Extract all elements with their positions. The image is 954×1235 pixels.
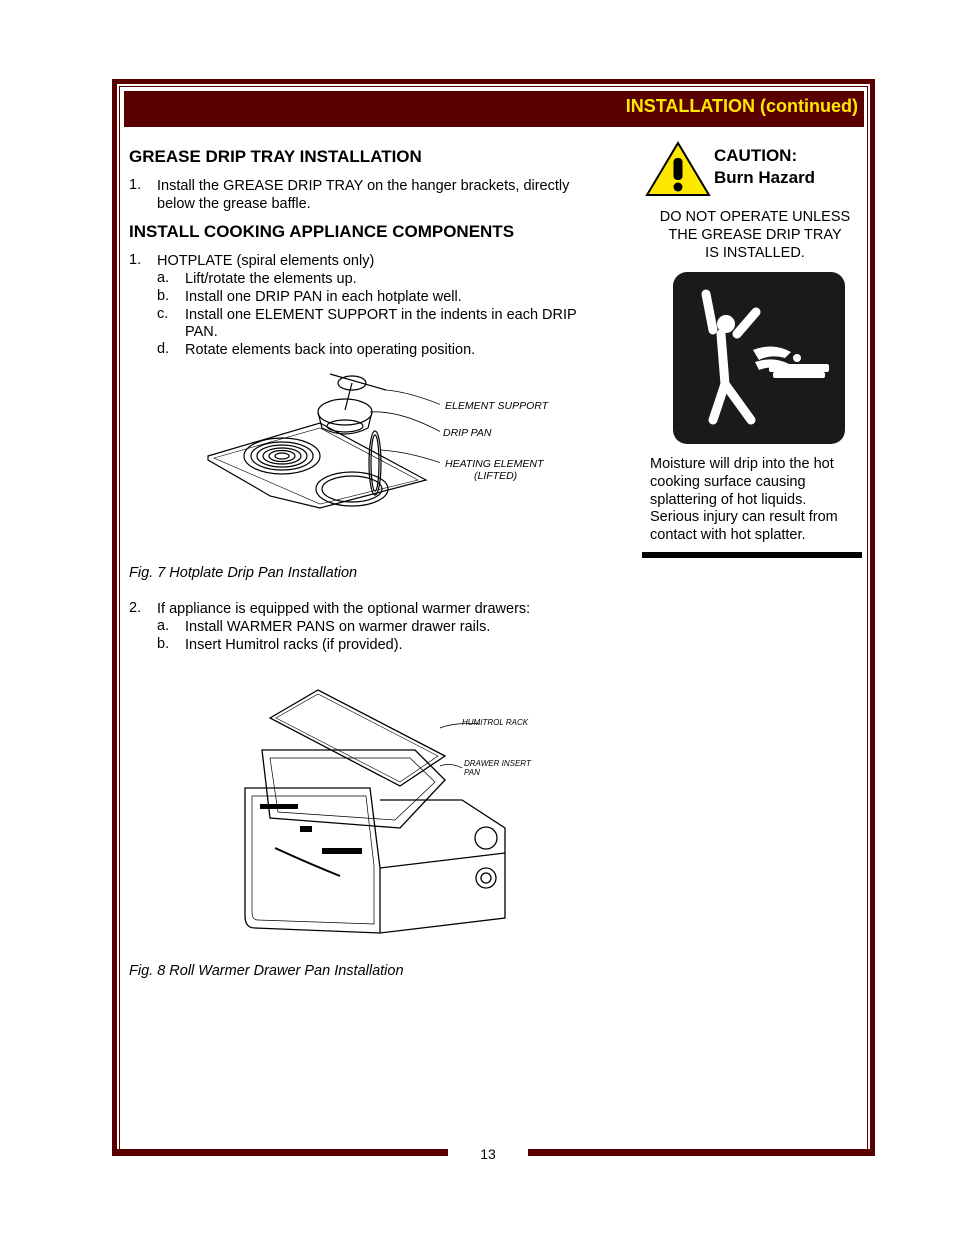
substep-c-line2: PAN. xyxy=(185,324,218,340)
caution-warning-line3: IS INSTALLED. xyxy=(705,245,805,261)
substep-letter: a. xyxy=(157,270,170,286)
substep-letter: b. xyxy=(157,288,170,304)
warmer-substep-a: Install WARMER PANS on warmer drawer rails. xyxy=(185,619,491,635)
warmer-substep-b: Insert Humitrol racks (if provided). xyxy=(185,637,403,653)
grease-step-line2: below the grease baffle. xyxy=(157,196,311,212)
step-number: 1. xyxy=(129,177,142,193)
substep-letter: a. xyxy=(157,618,170,634)
grease-heading: GREASE DRIP TRAY INSTALLATION xyxy=(129,147,422,166)
substep-c-line1: Install one ELEMENT SUPPORT in the indents in each DRIP xyxy=(185,307,577,323)
step-number: 1. xyxy=(129,252,142,268)
hotplate-drip-pan-illustration xyxy=(200,368,440,513)
caution-description-line2: cooking surface causing xyxy=(650,473,806,490)
heating-element-label: HEATING ELEMENT xyxy=(445,458,544,470)
page-number: 13 xyxy=(480,1146,496,1162)
caution-warning xyxy=(646,208,864,262)
warmer-step: If appliance is equipped with the optional warmer drawers: xyxy=(157,601,531,617)
substep-letter: b. xyxy=(157,636,170,652)
drawer-insert-pan-label-line1: DRAWER INSERT xyxy=(464,759,531,768)
footer-rule-left xyxy=(112,1149,448,1156)
caution-warning-line1: DO NOT OPERATE UNLESS xyxy=(659,209,851,225)
caution-description-line4: Serious injury can result from xyxy=(650,509,838,526)
warning-triangle-icon xyxy=(645,141,711,197)
drawer-insert-pan-label-line2: PAN xyxy=(464,768,480,777)
components-heading: INSTALL COOKING APPLIANCE COMPONENTS xyxy=(129,222,515,241)
fig7-caption: Fig. 7 Hotplate Drip Pan Installation xyxy=(129,565,358,581)
caution-description xyxy=(650,456,860,545)
fig8-caption: Fig. 8 Roll Warmer Drawer Pan Installation xyxy=(129,963,404,979)
substep-b: Install one DRIP PAN in each hotplate well. xyxy=(185,289,462,305)
substep-letter: d. xyxy=(157,341,170,357)
caution-description-line3: splattering of hot liquids. xyxy=(650,491,807,508)
hotplate-step: HOTPLATE (spiral elements only) xyxy=(157,253,375,269)
element-support-label: ELEMENT SUPPORT xyxy=(445,400,549,412)
caution-title xyxy=(714,145,815,189)
section-header xyxy=(124,91,864,127)
caution-warning-line2: THE GREASE DRIP TRAY xyxy=(668,227,842,243)
drip-pan-label: DRIP PAN xyxy=(443,427,492,439)
substep-a: Lift/rotate the elements up. xyxy=(185,271,357,287)
burn-hazard-pictogram xyxy=(673,272,845,444)
splatter-burn-icon xyxy=(673,272,845,444)
caution-description-line1: Moisture will drip into the hot xyxy=(650,456,834,472)
humitrol-rack-label: HUMITROL RACK xyxy=(462,718,529,727)
caution-divider xyxy=(642,552,862,558)
grease-step-line1: Install the GREASE DRIP TRAY on the hanger brackets, directly xyxy=(157,178,570,194)
caution-title-line2: Burn Hazard xyxy=(714,168,816,187)
heating-element-lifted-label: (LIFTED) xyxy=(474,470,518,482)
substep-d: Rotate elements back into operating position. xyxy=(185,342,476,358)
section-title: INSTALLATION (continued) xyxy=(625,96,858,116)
caution-description-line5: contact with hot splatter. xyxy=(650,527,806,544)
footer-rule-right xyxy=(528,1149,875,1156)
caution-title-line1: CAUTION: xyxy=(714,146,798,165)
step-number: 2. xyxy=(129,600,142,616)
substep-letter: c. xyxy=(157,306,169,322)
